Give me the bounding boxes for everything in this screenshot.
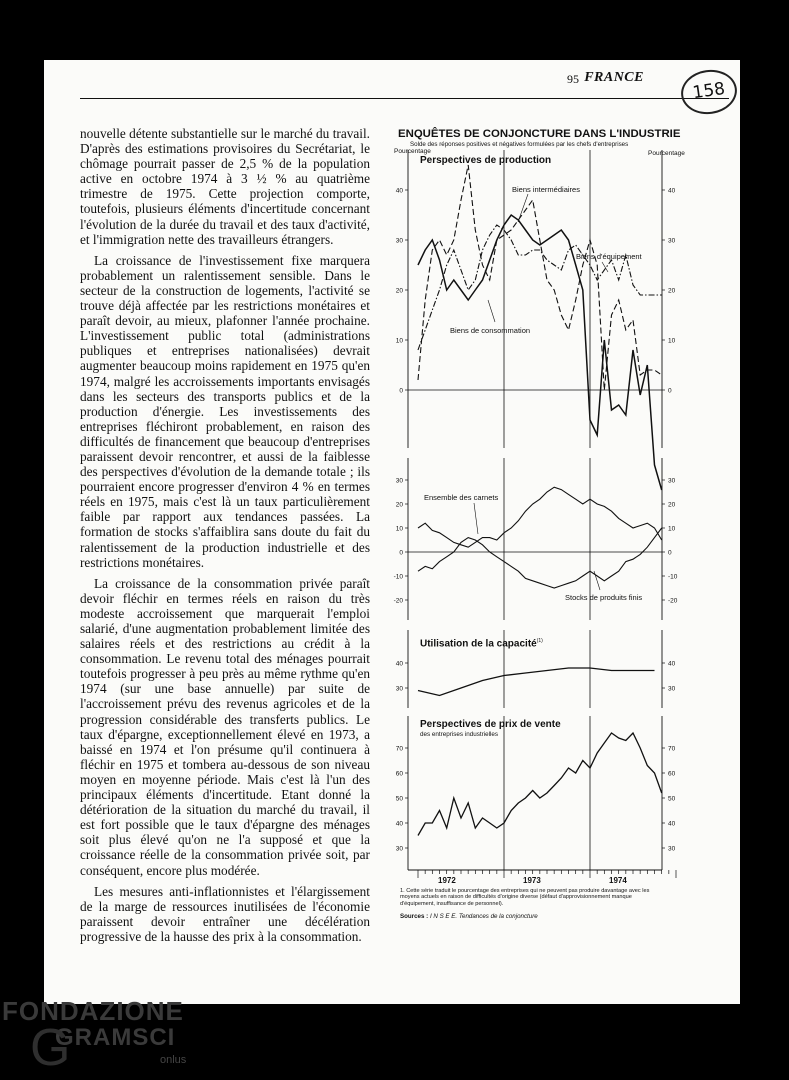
chart-sources (400, 913, 538, 920)
y-tick-label-left: -20 (393, 597, 403, 605)
panel1-title: Perspectives de production (420, 155, 552, 166)
y-tick-label-left: 40 (395, 187, 403, 195)
year-1972: 1972 (438, 876, 456, 885)
y-tick-label-left: 40 (395, 660, 403, 668)
y-tick-label-left: 0 (399, 549, 403, 557)
unit-right-label: Pourcentage (648, 150, 685, 157)
y-tick-label-left: 30 (395, 685, 403, 693)
y-tick-label-right: 30 (668, 237, 676, 245)
y-tick-label-left: 10 (395, 525, 403, 533)
label-biens-equipement: Biens d'équipement (576, 252, 642, 261)
label-leader (594, 571, 600, 590)
watermark-onlus: onlus (160, 1054, 187, 1066)
page-number: 95 (567, 72, 579, 86)
panel3-title-text: Utilisation de la capacité (420, 638, 537, 650)
y-tick-label-right: 0 (668, 387, 672, 395)
paragraph: La croissance de l'investissement fixe marquera probablement un ralentissement sensible. Dans le secteur de la construction de logements, l'activité se trouve déjà affectée par les restrictions monétaires et paraît devoir, au mieux, plafonner l'année prochaine. L'investissement public total (administrations publiques et entreprises nationalisées) devrait augmenter beaucoup moins rapidement en 1975 qu'en 1974, malgré les accroissements importants envisagés dans les secteurs des transports publics et de la production d'énergie. Les investissements des entreprises fléchiront probablement, en raison des difficultés de financement que beaucoup d'entreprises paraissent devoir rencontrer, et aussi de la faiblesse des perspectives d'évolution de la demande totale ; ils pourraient encore progresser d'environ 4 % en termes réels en 1975, mais c'est là un taux particulièrement faible par rapport aux tendances passées. La formation de stocks s'affaiblira sans doute du fait du ralentissement de la production industrielle et des restrictions monétaires. (80, 252, 370, 570)
sources-label: Sources : (400, 913, 429, 920)
panel4-title: Perspectives de prix de vente (420, 719, 561, 730)
y-tick-label-right: 10 (668, 337, 676, 345)
watermark-fondazione: FONDAZIONE (2, 996, 184, 1026)
y-tick-label-right: 0 (668, 549, 672, 557)
paragraph: nouvelle détente substantielle sur le marché du travail. D'après des estimations provisoires du Secrétariat, le chômage pourrait passer de 2,5 % de la population active en octobre 1974 à 3 ½ % au quatrième trimestre de 1975. Cette projection comporte, toutefois, plusieurs éléments d'incertitude concernant l'évolution de la durée du travail et des taux d'activité, et l'immigration nette des travailleurs étrangers. (80, 126, 370, 247)
series-biens-interm-diaires (418, 165, 662, 390)
panel3-title (420, 638, 543, 649)
y-tick-label-left: 20 (395, 287, 403, 295)
y-tick-label-left: -10 (393, 573, 403, 581)
y-tick-label-left: 50 (395, 795, 403, 803)
y-tick-label-right: 10 (668, 525, 676, 533)
y-tick-label-right: 60 (668, 770, 676, 778)
y-tick-label-right: 30 (668, 845, 676, 853)
label-stocks-produits: Stocks de produits finis (565, 593, 643, 602)
y-tick-label-right: 50 (668, 795, 676, 803)
y-tick-label-left: 20 (395, 501, 403, 509)
y-tick-label-right: 70 (668, 745, 676, 753)
y-tick-label-left: 30 (395, 237, 403, 245)
watermark-g-logo: G (30, 1019, 71, 1077)
chart-title: ENQUÊTES DE CONJONCTURE DANS L'INDUSTRIE (398, 128, 681, 140)
y-tick-label-right: 40 (668, 187, 676, 195)
y-tick-label-left: 40 (395, 820, 403, 828)
y-tick-label-right: -20 (668, 597, 678, 605)
unit-left-label: Pourcentage (394, 148, 431, 155)
label-biens-intermediaires: Biens intermédiaires (512, 185, 580, 194)
label-leader (474, 503, 478, 534)
chart-footnote: 1. Cette série traduit le pourcentage des entreprises qui ne peuvent pas produire davantage avec les moyens actuels en raison de difficultés d'origine diverse (défaut d'approvisionnement manque d'équipement, insuffisance de personnel). (400, 888, 650, 907)
paragraph: Les mesures anti-inflationnistes et l'élargissement de la marge de ressources inutilisées de l'économie paraissent devoir entraîner une décélération progressive de la hausse des prix à la consommation. (80, 883, 370, 944)
label-ensemble-carnets: Ensemble des carnets (424, 493, 499, 502)
y-tick-label-right: 40 (668, 660, 676, 668)
archive-stamp: 158 (678, 66, 740, 117)
y-tick-label-right: 30 (668, 477, 676, 485)
y-tick-label-left: 10 (395, 337, 403, 345)
y-tick-label-left: 30 (395, 845, 403, 853)
year-1973: 1973 (523, 876, 541, 885)
y-tick-label-right: 20 (668, 501, 676, 509)
paragraph: La croissance de la consommation privée paraît devoir fléchir en termes réels en raison du très modeste accroissement que marquerait l'emploi salarié, d'une augmentation probablement limitée des salaires réels et des restrictions au crédit à la consommation. Le revenu total des ménages pourrait toutefois progresser à peu près au même rythme qu'en 1974 (sur une base annuelle) par suite de l'accroissement prévu des revenus agricoles et de la progression considérable des transferts publics. Le taux d'épargne, exceptionnellement élevé en 1973, a baissé en 1974 et l'on présume qu'il continuera à fléchir en 1975 et tombera au-dessous de son niveau moyen en moyenne période. Mais c'est là l'un des principaux éléments d'incertitude. Etant donné la détérioration de la situation du marché du travail, il est fort possible que le taux d'épargne des ménages soit plus élevé qu'on ne l'a supposé et que la croissance réelle de la consommation privée soit, par conséquent, encore plus modérée. (80, 575, 370, 878)
y-tick-label-right: 30 (668, 685, 676, 693)
series-utilisation-de-la-capacit (418, 668, 655, 696)
panel3-note: (1) (536, 638, 543, 644)
label-leader (488, 300, 495, 322)
sources-text: I N S E E. Tendances de la conjoncture (429, 913, 538, 920)
y-tick-label-left: 0 (399, 387, 403, 395)
y-tick-label-right: 20 (668, 287, 676, 295)
y-tick-label-right: -10 (668, 573, 678, 581)
y-tick-label-left: 60 (395, 770, 403, 778)
label-leader (602, 262, 608, 272)
y-tick-label-right: 40 (668, 820, 676, 828)
series-stocks-de-produits-finis (418, 528, 662, 588)
chart-subtitle: Solde des réponses positives et négatives formulées par les chefs d'entreprises (410, 141, 629, 148)
watermark-gramsci: GRAMSCI (55, 1024, 176, 1051)
y-tick-label-left: 70 (395, 745, 403, 753)
label-biens-consommation: Biens de consommation (450, 326, 531, 335)
series-perspectives-de-prix-de-vente (418, 733, 662, 836)
country-title: FRANCE (584, 70, 644, 85)
year-1974: 1974 (609, 876, 627, 885)
y-tick-label-left: 30 (395, 477, 403, 485)
panel4-subtitle: des entreprises industrielles (420, 731, 499, 738)
